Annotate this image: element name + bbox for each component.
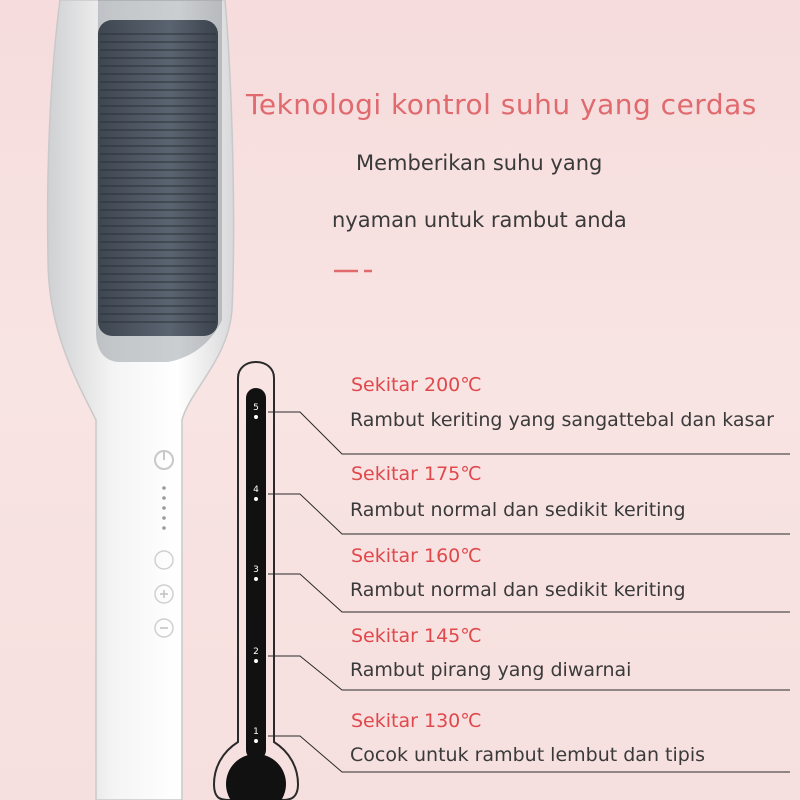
level-mark-dot [254,497,258,501]
level-desc: Rambut keriting yang sangattebal dan kasar [350,409,774,431]
level-mark-dot [254,415,258,419]
level-temp: Sekitar 175℃ [351,463,482,485]
headline-title: Teknologi kontrol suhu yang cerdas [246,88,757,121]
level-temp: Sekitar 200℃ [351,374,482,396]
level-temp: Sekitar 160℃ [351,545,482,567]
level-desc: Cocok untuk rambut lembut dan tipis [350,744,705,766]
level-mark-dot [254,577,258,581]
headline-subtitle-line2: nyaman untuk rambut anda [332,208,627,232]
level-desc: Rambut normal dan sedikit keriting [350,579,686,601]
level-desc: Rambut normal dan sedikit keriting [350,499,686,521]
level-mark-number: 4 [253,485,259,495]
level-mark-number: 3 [253,565,259,575]
level-mark-number: 5 [253,403,259,413]
level-mark-dot [254,739,258,743]
level-mark-dot [254,659,258,663]
level-desc: Rambut pirang yang diwarnai [350,659,632,681]
level-temp: Sekitar 130℃ [351,710,482,732]
level-mark-number: 2 [253,647,259,657]
level-temp: Sekitar 145℃ [351,625,482,647]
level-mark-number: 1 [253,727,259,737]
headline-subtitle-line1: Memberikan suhu yang [356,151,603,175]
comb-bristles [98,20,218,336]
